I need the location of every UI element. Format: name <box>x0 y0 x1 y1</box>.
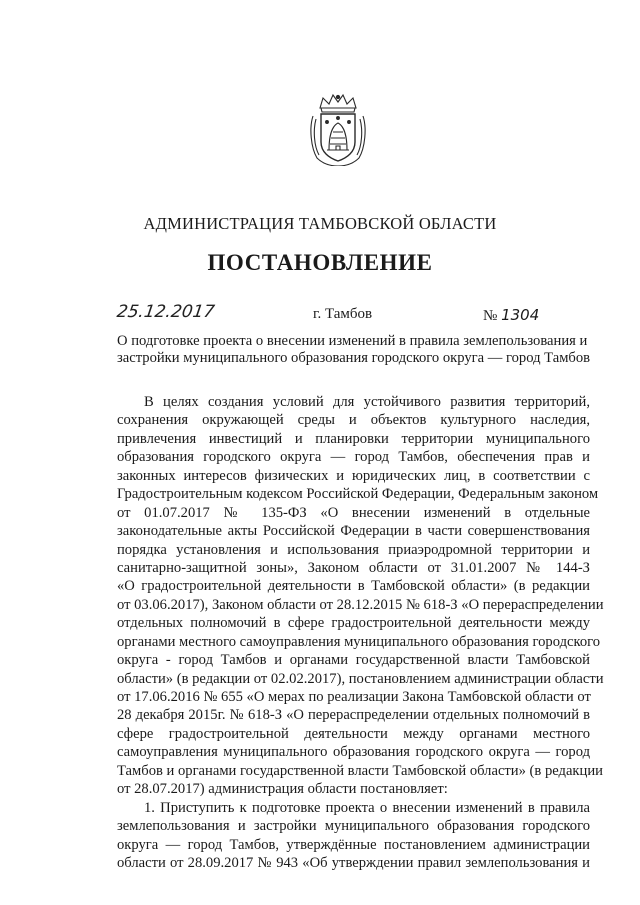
body-line: области от 28.09.2017 № 943 «Об утверждении правил землепользования и <box>117 854 590 871</box>
body-line: округа - город Тамбов и органами государственной власти Тамбовской <box>117 652 590 669</box>
body-line: самоуправления муниципального образования городского округа — город <box>117 744 590 761</box>
number-prefix: № <box>483 308 498 324</box>
title-line: О подготовке проекта о внесении изменений в правила землепользования и <box>117 333 588 349</box>
body-line: 1. Приступить к подготовке проекта о внесении изменений в правила <box>144 799 590 816</box>
document-date: 25.12.2017 <box>115 302 216 322</box>
body-line: санитарно-защитной зоны», Законом области от 31.01.2007 № 144-З <box>117 559 590 576</box>
title-line: застройки муниципального образования городского округа — город Тамбов <box>117 350 591 366</box>
body-line: области» (в редакции от 02.02.2017), постановлением администрации области <box>117 670 604 687</box>
document-title <box>117 333 591 367</box>
body-line: землепользования и застройки муниципального образования городского <box>117 818 590 835</box>
body-line: привлечения инвестиций и планировки территории муниципального <box>117 430 590 447</box>
body-line: органами местного самоуправления муниципального образования городского <box>117 633 601 650</box>
document-city: г. Тамбов <box>313 306 373 322</box>
body-line: Тамбов и органами государственной власти Тамбовской области» (в редакции <box>117 762 603 779</box>
body-line: «О градостроительной деятельности в Тамбовской области» (в редакции <box>117 578 590 595</box>
body-line: порядка установления и использования приаэродромной территории и <box>117 541 590 558</box>
body-line: Градостроительным кодексом Российской Федерации, Федеральным законом <box>117 486 599 503</box>
body-line: от 17.06.2016 № 655 «О мерах по реализации Закона Тамбовской области от <box>117 689 591 705</box>
body-line: округа — город Тамбов, утверждённые постановлением администрации <box>117 836 590 853</box>
number-value: 1304 <box>501 306 540 324</box>
body-line: В целях создания условий для устойчивого развития территорий, <box>144 394 590 410</box>
tambov-coat-of-arms-icon <box>303 92 373 166</box>
document-body <box>117 393 604 872</box>
document-type-heading: ПОСТАНОВЛЕНИЕ <box>207 250 433 275</box>
organization-name: АДМИНИСТРАЦИЯ ТАМБОВСКОЙ ОБЛАСТИ <box>143 214 497 233</box>
body-line: от 03.06.2017), Законом области от 28.12.2015 № 618-З «О перераспределении <box>117 596 604 613</box>
body-line: законных интересов физических и юридических лиц, в соответствии с <box>117 467 590 484</box>
body-line: от 01.07.2017 № 135-ФЗ «О внесении изменений в отдельные <box>117 504 590 521</box>
body-line: от 28.07.2017) администрация области постановляет: <box>117 781 448 798</box>
document-number <box>483 306 539 325</box>
body-line: 28 декабря 2015г. № 618-З «О перераспределении отдельных полномочий в <box>117 707 590 724</box>
body-line: образования городского округа — город Тамбов, обеспечения прав и <box>117 449 590 466</box>
body-line: отдельных полномочий в сфере градостроительной деятельности между <box>117 615 590 632</box>
body-line: законодательные акты Российской Федерации в части совершенствования <box>117 523 590 540</box>
body-line: сфере градостроительной деятельности между органами местного <box>117 725 590 742</box>
body-line: сохранения окружающей среды и объектов культурного наследия, <box>117 412 590 429</box>
